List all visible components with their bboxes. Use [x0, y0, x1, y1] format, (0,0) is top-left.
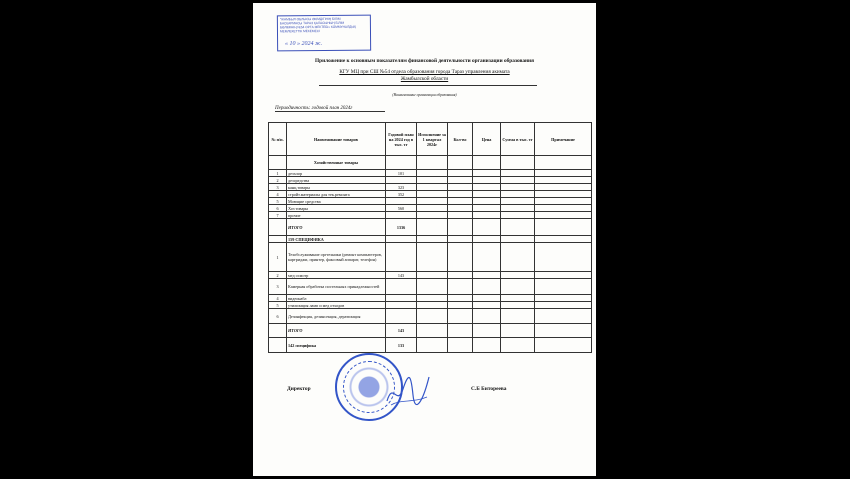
table-cell — [269, 338, 287, 353]
table-cell — [535, 170, 592, 177]
table-cell — [417, 205, 448, 212]
header-sum: Сумма в тыс. тг — [501, 123, 535, 156]
table-cell — [535, 243, 592, 272]
organization-name — [253, 69, 596, 83]
table-header-row — [269, 123, 592, 156]
table-cell — [448, 324, 473, 338]
row-name: Моющие средства — [287, 198, 386, 205]
table-cell — [473, 236, 501, 243]
table-cell — [535, 309, 592, 324]
table-cell — [417, 191, 448, 198]
table-cell — [448, 219, 473, 236]
table-cell — [501, 219, 535, 236]
table-cell — [501, 184, 535, 191]
table-row — [269, 272, 592, 279]
table-cell — [501, 198, 535, 205]
section-title: 159 СПЕЦИФИКА — [287, 236, 386, 243]
period-label: Периодичность: годовой план 2024г — [275, 106, 385, 112]
table-cell — [535, 279, 592, 295]
table-cell — [535, 212, 592, 219]
row-number: 2 — [269, 272, 287, 279]
table-cell — [448, 309, 473, 324]
table-cell — [501, 243, 535, 272]
table-cell — [417, 295, 448, 302]
spec-value: 133 — [386, 338, 417, 353]
row-number: 4 — [269, 295, 287, 302]
row-number: 5 — [269, 198, 287, 205]
row-number: 6 — [269, 205, 287, 212]
table-cell — [417, 177, 448, 184]
row-name: Дезинфекция, дезинсекция, дератизация — [287, 309, 386, 324]
table-cell — [535, 236, 592, 243]
table-row — [269, 170, 592, 177]
table-cell — [269, 324, 287, 338]
organization-line-1: КГУ МЦ при СШ №54 отдела образования города Тараз управления акимата — [339, 69, 510, 75]
table-row — [269, 191, 592, 198]
table-cell — [417, 170, 448, 177]
table-cell — [386, 236, 417, 243]
stamp-line: "ЖАМБЫЛ ОБЛЫСЫ ӘКІМДІГІНІҢ БІЛІМ — [279, 16, 341, 22]
table-row — [269, 184, 592, 191]
table-cell — [473, 198, 501, 205]
table-cell — [417, 212, 448, 219]
table-cell — [473, 324, 501, 338]
table-cell — [535, 198, 592, 205]
table-cell — [417, 236, 448, 243]
row-name: видеонабл — [287, 295, 386, 302]
goods-table — [268, 122, 592, 353]
table-cell — [417, 219, 448, 236]
table-row — [269, 295, 592, 302]
table-cell — [501, 272, 535, 279]
table-cell — [473, 205, 501, 212]
total-value: 1336 — [386, 219, 417, 236]
row-number: 3 — [269, 184, 287, 191]
header-price: Цена — [473, 123, 501, 156]
row-number: 2 — [269, 177, 287, 184]
table-cell — [473, 191, 501, 198]
table-cell — [473, 170, 501, 177]
row-number: 7 — [269, 212, 287, 219]
row-annual-value — [386, 279, 417, 295]
total-label: ИТОГО — [287, 324, 386, 338]
table-cell — [535, 177, 592, 184]
stamp-line: МЕМЛЕКЕТТІК МЕКЕМЕСІ — [279, 29, 320, 34]
table-cell — [448, 212, 473, 219]
table-row — [269, 212, 592, 219]
table-cell — [535, 184, 592, 191]
row-annual-value: 143 — [386, 272, 417, 279]
table-cell — [535, 272, 592, 279]
table-cell — [473, 302, 501, 309]
row-name: Техобслуживание оргтехники (ремонт компьютеров, картриджи, принтер, факсовый аппарат, телефон) — [287, 243, 386, 272]
row-number: 1 — [269, 170, 287, 177]
row-annual-value — [386, 212, 417, 219]
table-cell — [417, 272, 448, 279]
total-value: 143 — [386, 324, 417, 338]
row-name: канц.товары — [287, 184, 386, 191]
row-name: дезхлор — [287, 170, 386, 177]
stamp-date: « 10 » 2024 ж. — [285, 41, 323, 47]
table-cell — [535, 219, 592, 236]
table-cell — [448, 295, 473, 302]
row-name: прочие — [287, 212, 386, 219]
table-cell — [448, 205, 473, 212]
table-cell — [448, 198, 473, 205]
table-cell — [417, 184, 448, 191]
table-row — [269, 243, 592, 272]
table-cell — [501, 295, 535, 302]
row-name: утилизация ламп и мед отходов — [287, 302, 386, 309]
row-annual-value: 560 — [386, 205, 417, 212]
table-cell — [473, 243, 501, 272]
organization-caption: (Наименование организации образования) — [392, 93, 457, 97]
table-row — [269, 302, 592, 309]
section-title: Хозяйственные товары — [287, 156, 386, 170]
table-cell — [535, 324, 592, 338]
table-cell — [448, 191, 473, 198]
header-annual: Годовой план на 2024 год в тыс. тг — [386, 123, 417, 156]
row-annual-value — [386, 243, 417, 272]
total-row — [269, 324, 592, 338]
table-cell — [501, 170, 535, 177]
table-cell — [448, 302, 473, 309]
row-name: Хоз товары — [287, 205, 386, 212]
row-annual-value — [386, 295, 417, 302]
table-cell — [501, 279, 535, 295]
table-cell — [473, 177, 501, 184]
table-cell — [501, 205, 535, 212]
table-cell — [448, 170, 473, 177]
handwritten-signature — [383, 371, 433, 411]
table-cell — [448, 184, 473, 191]
table-cell — [448, 243, 473, 272]
table-cell — [448, 272, 473, 279]
organization-line-2: Жамбылской области — [400, 76, 449, 82]
table-cell — [448, 236, 473, 243]
table-cell — [417, 324, 448, 338]
table-cell — [269, 236, 287, 243]
table-cell — [473, 279, 501, 295]
table-cell — [501, 212, 535, 219]
stamp-line: БӨЛІМІНІҢ №54 ОРТА МЕКТЕБІ» КОММУНАЛДЫҚ — [279, 24, 357, 30]
table-cell — [473, 338, 501, 353]
table-cell — [501, 191, 535, 198]
row-annual-value: 323 — [386, 184, 417, 191]
table-cell — [417, 302, 448, 309]
row-name: Камерная обработка постельных принадлежностей — [287, 279, 386, 295]
table-row — [269, 309, 592, 324]
spec-label: 142 специфика — [287, 338, 386, 353]
table-cell — [501, 236, 535, 243]
row-name: мед осмотр — [287, 272, 386, 279]
table-cell — [448, 338, 473, 353]
table-cell — [535, 338, 592, 353]
table-cell — [473, 184, 501, 191]
row-annual-value — [386, 198, 417, 205]
table-cell — [535, 295, 592, 302]
table-cell — [417, 309, 448, 324]
row-name: стройт.материалы для тек.ремонта — [287, 191, 386, 198]
row-annual-value: 101 — [386, 170, 417, 177]
table-cell — [473, 272, 501, 279]
divider — [319, 85, 537, 86]
row-number: 3 — [269, 279, 287, 295]
row-name: дезсредства — [287, 177, 386, 184]
table-cell — [417, 198, 448, 205]
table-row — [269, 279, 592, 295]
table-cell — [501, 177, 535, 184]
header-qty: Кол-во — [448, 123, 473, 156]
total-label: ИТОГО — [287, 219, 386, 236]
table-cell — [473, 295, 501, 302]
table-cell — [501, 302, 535, 309]
stamp-line: БАСҚАРМАСЫ ТАРАЗ ҚАЛАСЫНЫҢ БІЛІМ — [279, 20, 345, 26]
document-title: Приложение к основным показателям финансовой деятельности организации образования — [315, 58, 534, 64]
spec-row — [269, 338, 592, 353]
section-row — [269, 156, 592, 170]
table-row — [269, 205, 592, 212]
table-cell — [417, 338, 448, 353]
table-row — [269, 198, 592, 205]
table-cell — [417, 243, 448, 272]
table-cell — [448, 279, 473, 295]
header-note: Примечание — [535, 123, 592, 156]
table-cell — [535, 191, 592, 198]
header-name: Наименование товаров — [287, 123, 386, 156]
row-number: 5 — [269, 302, 287, 309]
table-cell — [501, 324, 535, 338]
table-cell — [473, 212, 501, 219]
table-cell — [473, 219, 501, 236]
row-annual-value — [386, 302, 417, 309]
table-row — [269, 177, 592, 184]
section-row — [269, 236, 592, 243]
row-number: 4 — [269, 191, 287, 198]
row-number: 6 — [269, 309, 287, 324]
total-row — [269, 219, 592, 236]
table-cell — [501, 309, 535, 324]
row-annual-value: 352 — [386, 191, 417, 198]
table-cell — [535, 205, 592, 212]
header-num: № п/п. — [269, 123, 287, 156]
table-cell — [269, 219, 287, 236]
table-cell — [535, 302, 592, 309]
director-name: С.Б Битореева — [471, 386, 507, 392]
table-cell — [473, 309, 501, 324]
row-annual-value — [386, 177, 417, 184]
document-page — [253, 3, 596, 476]
table-cell — [448, 177, 473, 184]
header-exec: Исполнение за 1 квартал 2024г — [417, 123, 448, 156]
row-annual-value — [386, 309, 417, 324]
director-label: Директор — [287, 386, 311, 392]
table-cell — [501, 338, 535, 353]
table-cell — [417, 279, 448, 295]
row-number: 1 — [269, 243, 287, 272]
